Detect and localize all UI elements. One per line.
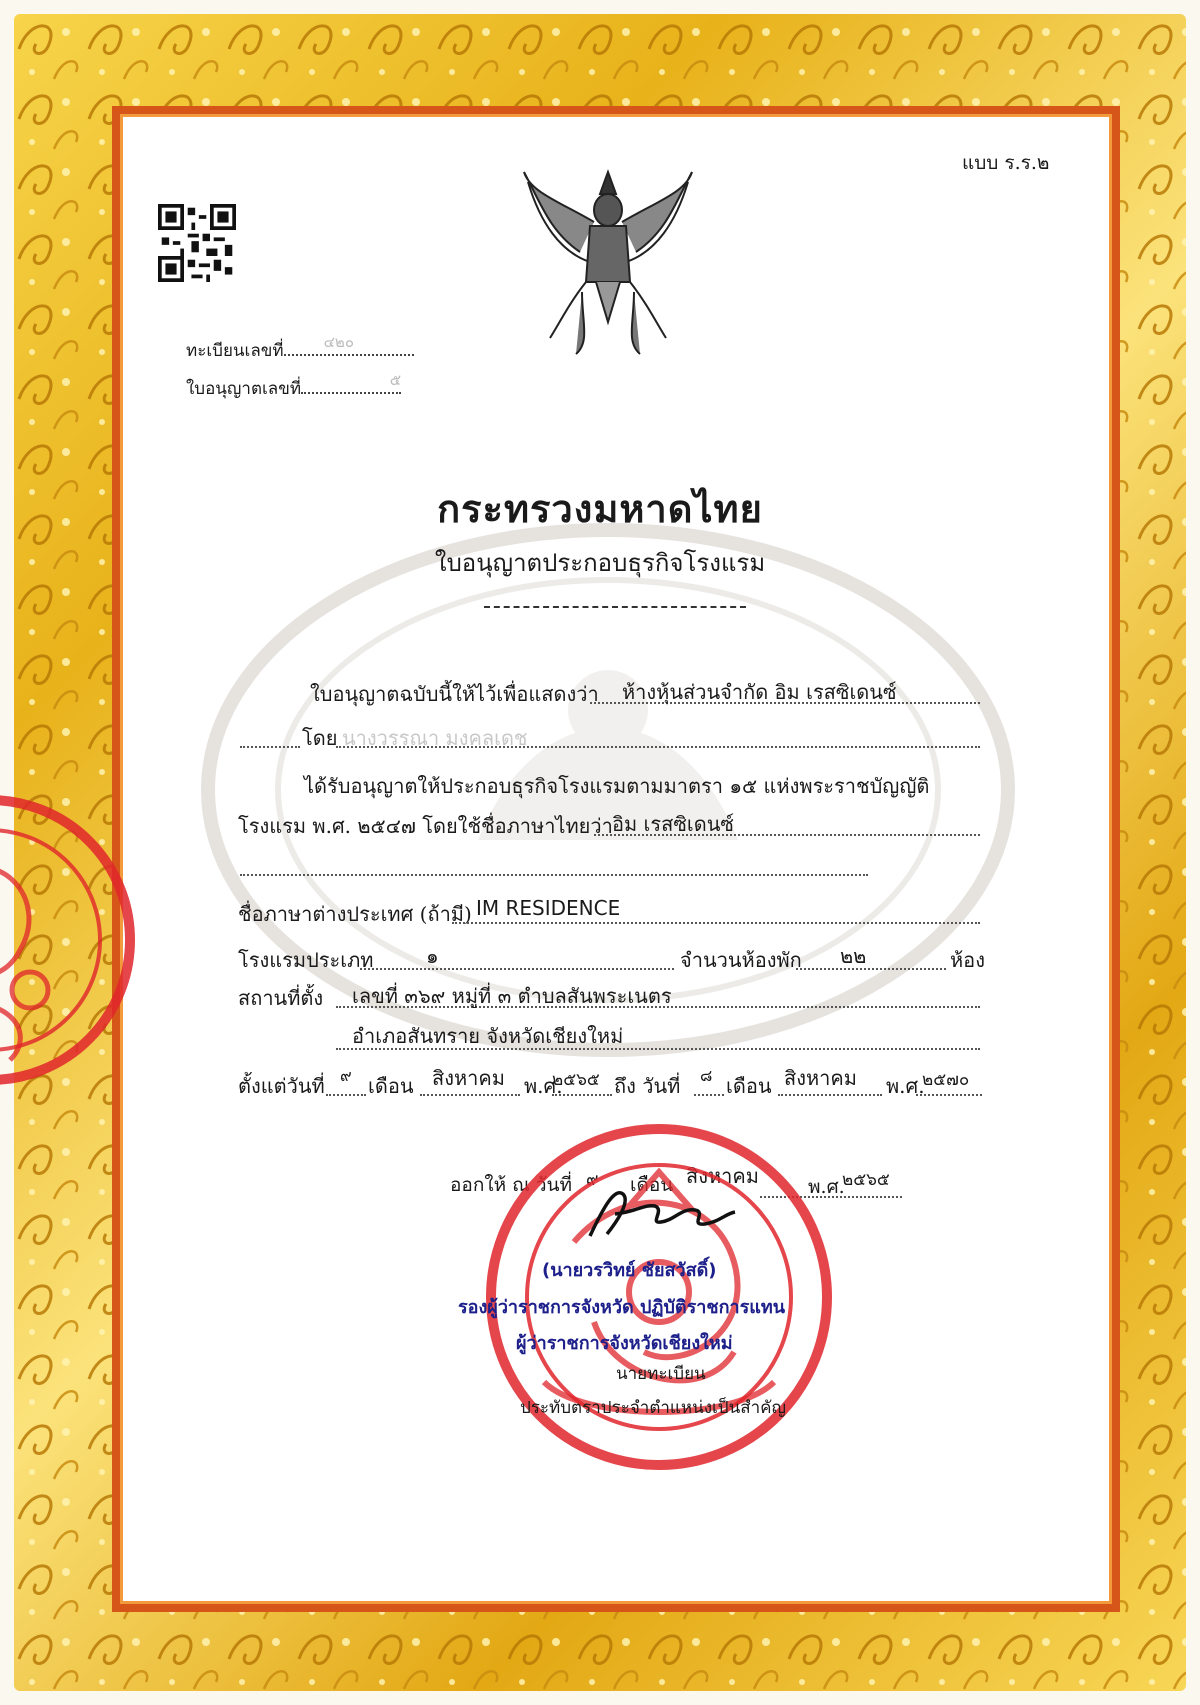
license-number-row: [186, 371, 402, 402]
signature: [585, 1184, 740, 1244]
rooms-label: จำนวนห้องพัก: [680, 948, 802, 972]
registrar-role: นายทะเบียน: [616, 1364, 706, 1384]
permit-line-2: โรงแรม พ.ศ. ๒๕๔๗ โดยใช้ชื่อภาษาไทยว่า: [238, 814, 613, 838]
from-label: ตั้งแต่วันที่: [238, 1074, 325, 1098]
to-year-label: พ.ศ.: [886, 1074, 925, 1098]
license-no-value: ๕: [389, 371, 402, 389]
left-red-seal: [0, 760, 150, 1120]
to-label: ถึง วันที่: [614, 1074, 681, 1098]
issued-month: สิงหาคม: [686, 1164, 759, 1188]
permit-line-1: ได้รับอนุญาตให้ประกอบธุรกิจโรงแรมตามมาตรา ๑๕ แห่งพระราชบัญญัติ: [304, 774, 930, 798]
signatory-position-1: รองผู้ว่าราชการจังหวัด ปฏิบัติราชการแทน: [458, 1297, 786, 1318]
signatory-name: (นายวรวิทย์ ชัยสวัสดิ์): [542, 1260, 717, 1281]
from-year-label: พ.ศ.: [524, 1074, 563, 1098]
from-month: สิงหาคม: [432, 1066, 505, 1090]
to-day: ๘: [700, 1066, 713, 1085]
garuda-emblem: [520, 162, 696, 358]
registration-value: ๔๒๐: [323, 333, 354, 351]
seal-note: ประทับตราประจำตำแหน่งเป็นสำคัญ: [520, 1398, 786, 1418]
from-day: ๙: [340, 1066, 352, 1085]
to-month: สิงหาคม: [784, 1066, 857, 1090]
from-month-label: เดือน: [368, 1074, 414, 1098]
foreign-name-label: ชื่อภาษาต่างประเทศ (ถ้ามี): [238, 902, 472, 926]
by-label: โดย: [302, 726, 338, 750]
by-value: นางวรรณา มงคลเดช: [342, 726, 528, 750]
address-line-2: อำเภอสันทราย จังหวัดเชียงใหม่: [352, 1024, 624, 1048]
issued-year: ๒๕๖๕: [842, 1170, 890, 1190]
title-separator: [484, 606, 746, 608]
issued-year-label: พ.ศ.: [808, 1176, 845, 1198]
form-code: แบบ ร.ร.๒: [962, 152, 1050, 174]
issued-label: ออกให้ ณ วันที่: [450, 1174, 573, 1196]
licensee-name: ห้างหุ้นส่วนจำกัด อิม เรสซิเดนซ์: [622, 680, 897, 704]
to-year: ๒๕๗๐: [922, 1070, 970, 1090]
rooms-unit: ห้อง: [950, 948, 985, 972]
address-line-1: เลขที่ ๓๖๙ หมู่ที่ ๓ ตำบลสันพระเนตร: [352, 984, 672, 1008]
qr-code[interactable]: [158, 204, 236, 282]
intro-label: ใบอนุญาตฉบับนี้ให้ไว้เพื่อแสดงว่า: [310, 682, 599, 706]
license-no-label: ใบอนุญาตเลขที่: [186, 379, 302, 399]
rooms-count: ๒๒: [840, 944, 867, 968]
from-year: ๒๕๖๕: [552, 1070, 600, 1090]
hotel-type-label: โรงแรมประเภท: [238, 948, 374, 972]
issued-day: ๙: [586, 1170, 599, 1190]
thai-name: อิม เรสซิเดนซ์: [612, 812, 734, 836]
ministry-title: กระทรวงมหาดไทย: [437, 486, 763, 531]
to-month-label: เดือน: [726, 1074, 772, 1098]
document-type: ใบอนุญาตประกอบธุรกิจโรงแรม: [434, 549, 766, 577]
foreign-name: IM RESIDENCE: [476, 896, 621, 920]
hotel-type: ๑: [426, 944, 439, 968]
issued-month-label: เดือน: [630, 1174, 674, 1196]
address-label: สถานที่ตั้ง: [238, 986, 324, 1010]
registration-label: ทะเบียนเลขที่: [186, 341, 284, 361]
signatory-position-2: ผู้ว่าราชการจังหวัดเชียงใหม่: [516, 1333, 733, 1354]
registration-number-row: [186, 333, 414, 364]
